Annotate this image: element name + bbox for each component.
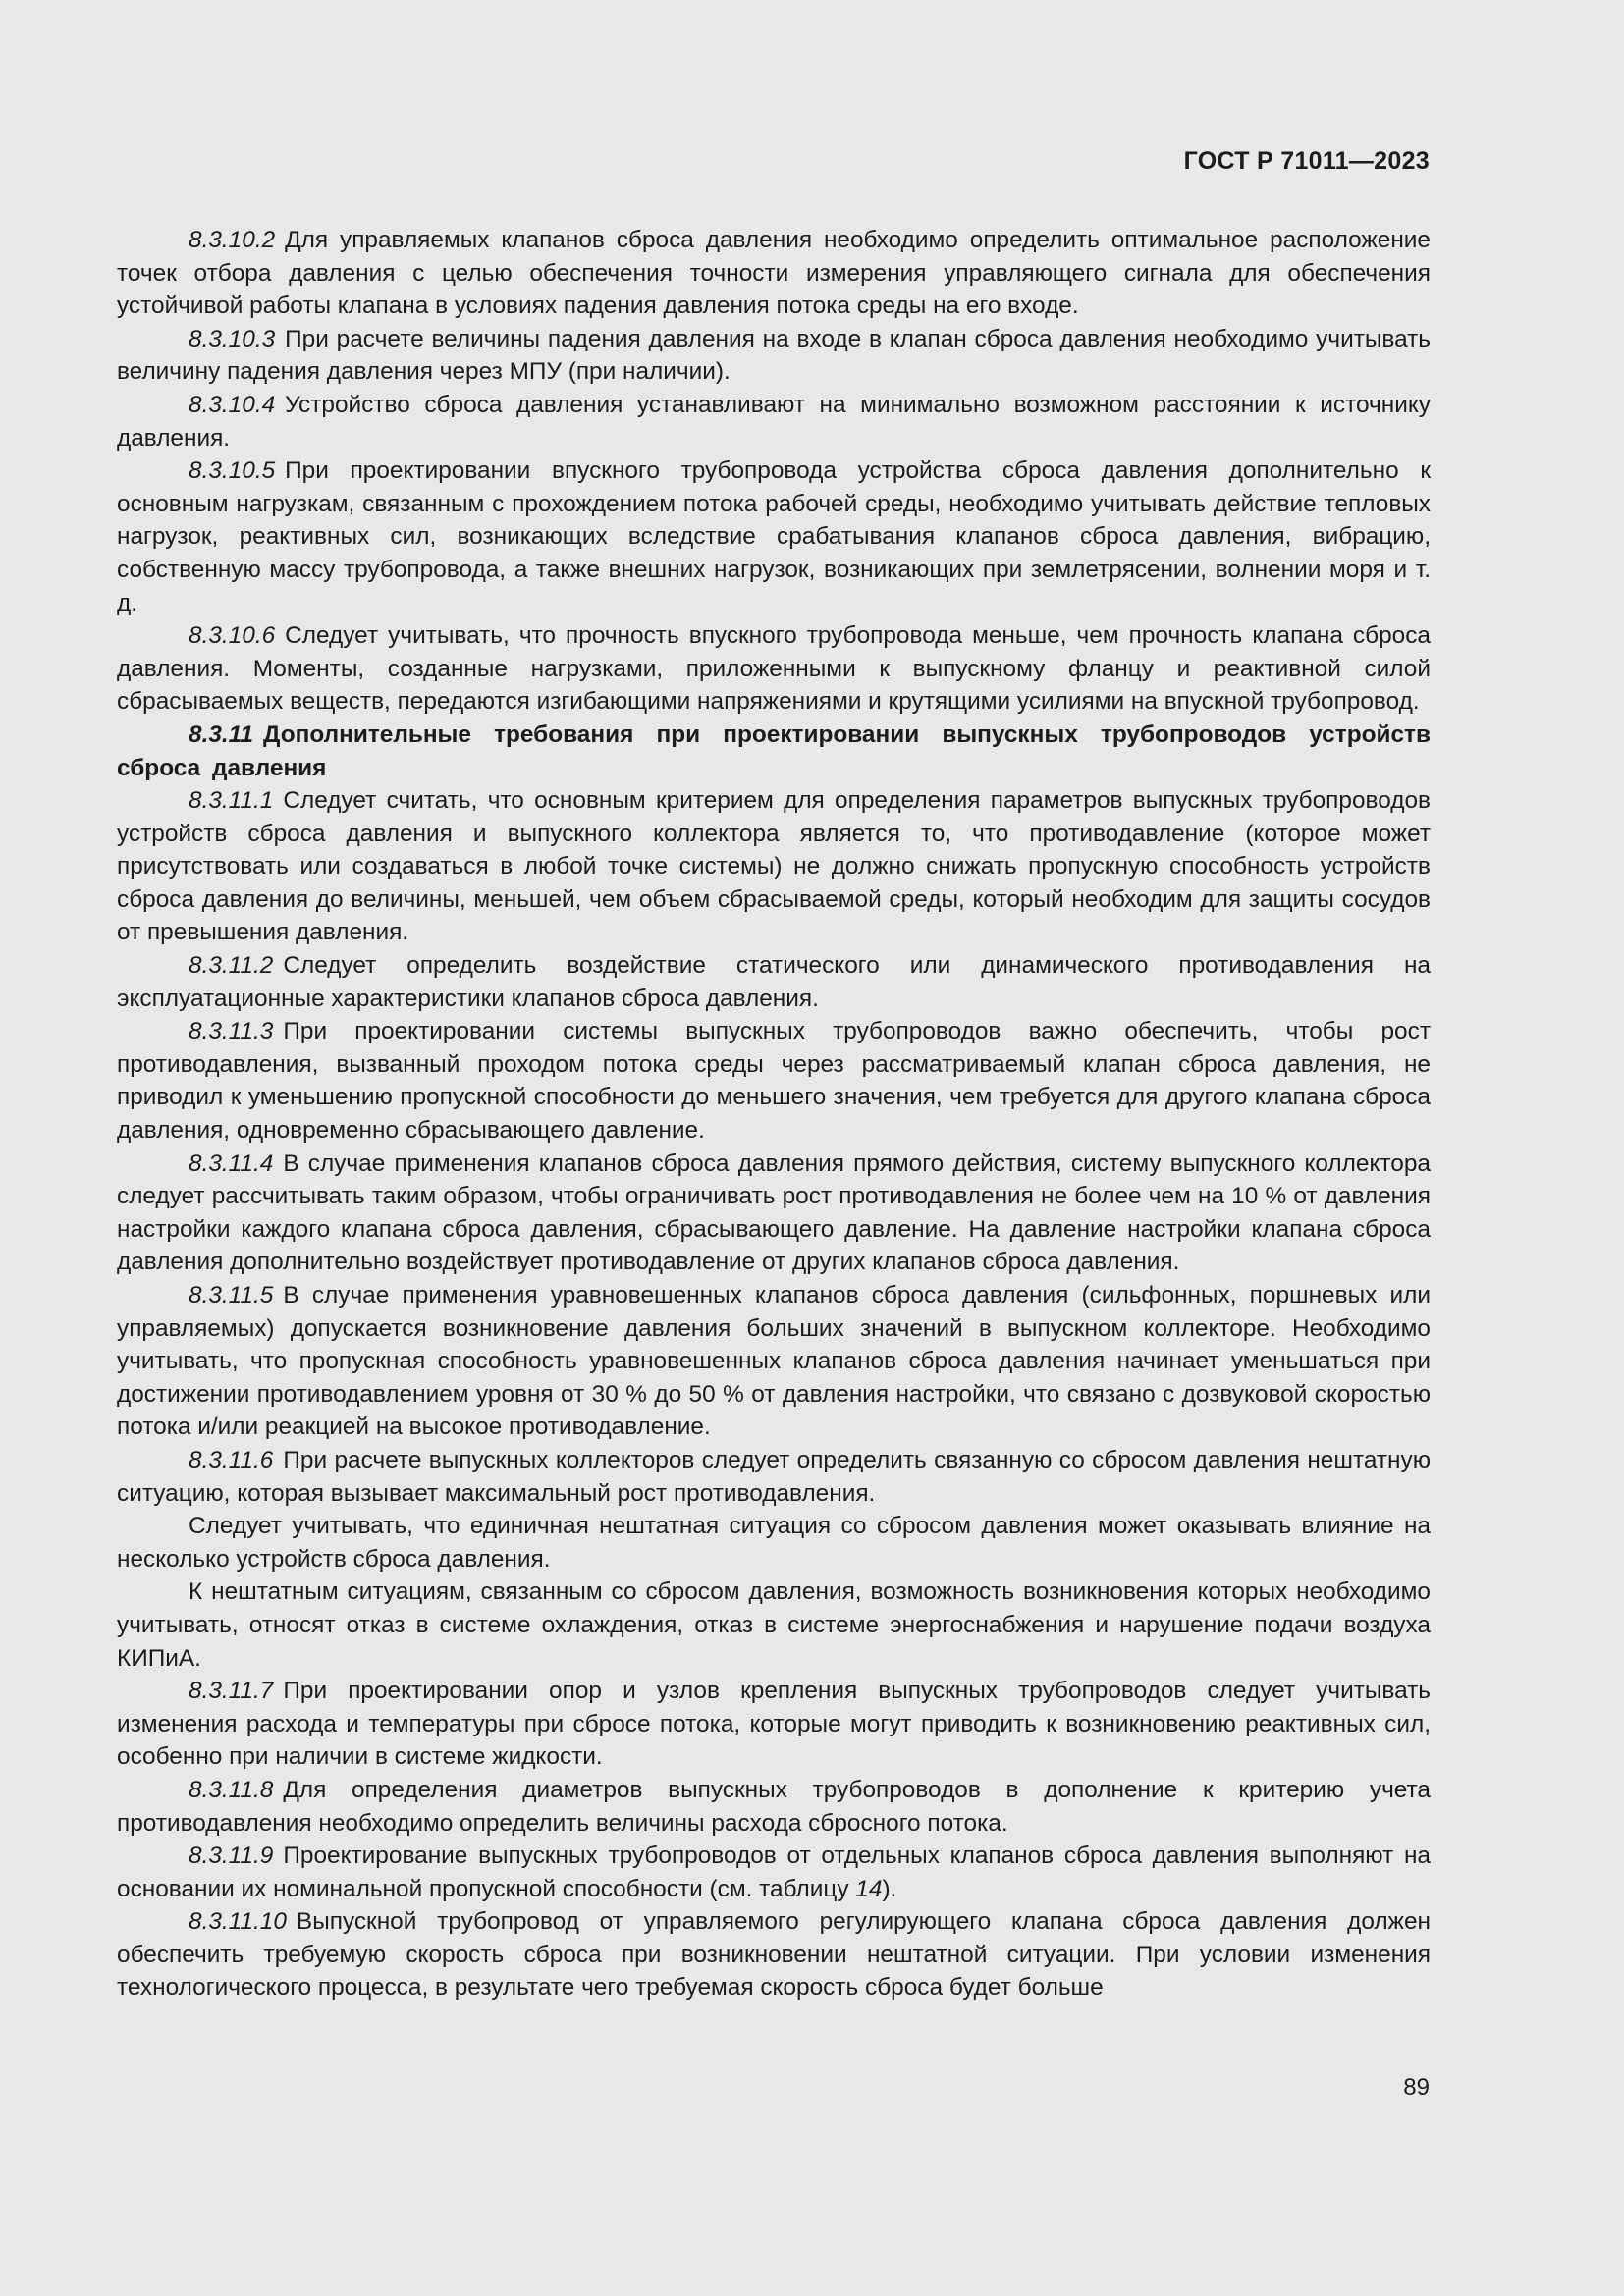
- clause-8-3-11-10: [117, 1905, 1431, 2004]
- clause-number: 8.3.11.3: [189, 1018, 274, 1045]
- clause-number: 8.3.11.4: [189, 1149, 274, 1177]
- clause-8-3-11-6-note-1: [117, 1510, 1431, 1575]
- clause-number: 8.3.11.10: [189, 1908, 287, 1936]
- clause-text: При проектировании системы выпускных трубопроводов важно обеспечить, чтобы рост противодавления, вызванный проходом потока среды через рассматриваемый клапан сброса давления, не приводил к уменьшению пропускной способности до меньшего значения, чем требуется для другого клапана сброса давления, одновременно сбрасывающего давление.: [117, 1018, 1431, 1145]
- section-heading-8-3-11: [117, 719, 1431, 784]
- clause-8-3-11-2: [117, 949, 1431, 1015]
- document-body: [117, 224, 1431, 2004]
- clause-text: При проектировании опор и узлов крепления выпускных трубопроводов следует учитывать изменения расхода и температуры при сбросе потока, которые могут приводить к возникновению реактивных сил, особенно при наличии в системе жидкости.: [117, 1678, 1431, 1771]
- clause-8-3-10-5: [117, 454, 1431, 619]
- clause-text: Для определения диаметров выпускных трубопроводов в дополнение к критерию учета противодавления необходимо определить величины расхода сбросного потока.: [117, 1776, 1431, 1837]
- clause-number: 8.3.11.6: [189, 1446, 274, 1473]
- clause-number: 8.3.11.8: [189, 1776, 274, 1803]
- paragraph-text: К нештатным ситуациям, связанным со сбросом давления, возможность возникновения которых необходимо учитывать, относят отказ в системе охлаждения, отказ в системе энергоснабжения и нарушение подачи воздуха КИПиА.: [117, 1578, 1431, 1672]
- clause-8-3-10-3: [117, 323, 1431, 389]
- clause-text: Следует считать, что основным критерием для определения параметров выпускных трубопроводов устройств сброса давления и выпускного коллектора является то, что противодавление (которое может присутствовать или создаваться в любой точке системы) не должно снижать пропускную способность устройств сброса давления до величины, меньшей, чем объем сбрасываемой среды, который необходим для защиты сосудов от превышения давления.: [117, 787, 1431, 946]
- section-title: Дополнительные требования при проектировании выпускных трубопроводов устройств сброса давления: [117, 721, 1431, 781]
- clause-number: 8.3.10.3: [189, 325, 276, 352]
- clause-text: Выпускной трубопровод от управляемого регулирующего клапана сброса давления должен обеспечить требуемую скорость сброса при возникновении нештатной ситуации. При условии изменения технологического процесса, в результате чего требуемая скорость сброса будет больше: [117, 1908, 1431, 2002]
- clause-text: Устройство сброса давления устанавливают на минимально возможном расстоянии к источнику давления.: [117, 391, 1431, 452]
- clause-text: При расчете величины падения давления на входе в клапан сброса давления необходимо учитывать величину падения давления через МПУ (при наличии).: [117, 325, 1431, 386]
- clause-8-3-11-7: [117, 1675, 1431, 1774]
- clause-8-3-11-8: [117, 1774, 1431, 1840]
- clause-8-3-11-4: [117, 1148, 1431, 1279]
- clause-number: 8.3.11.9: [189, 1842, 274, 1870]
- clause-8-3-10-2: [117, 224, 1431, 323]
- clause-8-3-11-6-note-2: [117, 1575, 1431, 1675]
- clause-text: Для управляемых клапанов сброса давления необходимо определить оптимальное расположение точек отбора давления с целью обеспечения точности измерения управляющего сигнала для обеспечения устойчивой работы клапана в условиях падения давления потока среды на его входе.: [117, 227, 1431, 320]
- clause-8-3-11-3: [117, 1015, 1431, 1147]
- table-reference: 14: [855, 1875, 883, 1902]
- clause-number: 8.3.11.5: [189, 1282, 274, 1308]
- clause-text: В случае применения клапанов сброса давления прямого действия, систему выпускного коллектора следует рассчитывать таким образом, чтобы ограничивать рост противодавления не более чем на 10 % от давления настройки каждого клапана сброса давления, сбрасывающего давление. На давление настройки клапана сброса давления дополнительно воздействует противодавление от других клапанов сброса давления.: [117, 1149, 1431, 1276]
- clause-number: 8.3.10.4: [189, 391, 276, 418]
- clause-text: В случае применения уравновешенных клапанов сброса давления (сильфонных, поршневых или управляемых) допускается возникновение давления больших значений в выпускном коллекторе. Необходимо учитывать, что пропускная способность уравновешенных клапанов сброса давления начинает уменьшаться при достижении противодавлением уровня от 30 % до 50 % от давления настройки, что связано с дозвуковой скоростью потока и/или реакцией на высокое противодавление.: [117, 1282, 1431, 1441]
- clause-8-3-11-9: [117, 1840, 1431, 1905]
- paragraph-text: Следует учитывать, что единичная нештатная ситуация со сбросом давления может оказывать влияние на несколько устройств сброса давления.: [117, 1513, 1431, 1573]
- clause-8-3-11-5: [117, 1279, 1431, 1444]
- page-number: 89: [1403, 2074, 1430, 2101]
- clause-text: Следует определить воздействие статического или динамического противодавления на эксплуатационные характеристики клапанов сброса давления.: [117, 952, 1431, 1012]
- clause-text: При проектировании впускного трубопровода устройства сброса давления дополнительно к основным нагрузкам, связанным с прохождением потока рабочей среды, необходимо учитывать действие тепловых нагрузок, реактивных сил, возникающих вследствие срабатывания клапанов сброса давления, вибрацию, собственную массу трубопровода, а также внешних нагрузок, возникающих при землетрясении, волнении моря и т. д.: [117, 457, 1431, 616]
- clause-8-3-11-6: [117, 1444, 1431, 1510]
- clause-number: 8.3.10.2: [189, 227, 276, 253]
- section-number: 8.3.11: [189, 721, 254, 748]
- clause-number: 8.3.11.2: [189, 952, 274, 980]
- clause-8-3-11-1: [117, 784, 1431, 949]
- clause-text: При расчете выпускных коллекторов следует определить связанную со сбросом давления нештатную ситуацию, которая вызывает максимальный рост противодавления.: [117, 1446, 1431, 1507]
- clause-number: 8.3.10.5: [189, 457, 276, 485]
- document-designation: ГОСТ Р 71011—2023: [1183, 147, 1430, 175]
- clause-text: Проектирование выпускных трубопроводов от отдельных клапанов сброса давления выполняют на основании их номинальной пропускной способности (см. таблицу: [117, 1842, 1431, 1902]
- clause-number: 8.3.11.7: [189, 1678, 274, 1705]
- clause-number: 8.3.10.6: [189, 622, 276, 650]
- clause-text-tail: ).: [882, 1875, 897, 1902]
- clause-text: Следует учитывать, что прочность впускного трубопровода меньше, чем прочность клапана сброса давления. Моменты, созданные нагрузками, приложенными к выпускному фланцу и реактивной силой сбрасываемых веществ, передаются изгибающими напряжениями и крутящими усилиями на впускной трубопровод.: [117, 622, 1431, 716]
- clause-8-3-10-4: [117, 389, 1431, 454]
- clause-number: 8.3.11.1: [189, 787, 274, 815]
- clause-8-3-10-6: [117, 619, 1431, 719]
